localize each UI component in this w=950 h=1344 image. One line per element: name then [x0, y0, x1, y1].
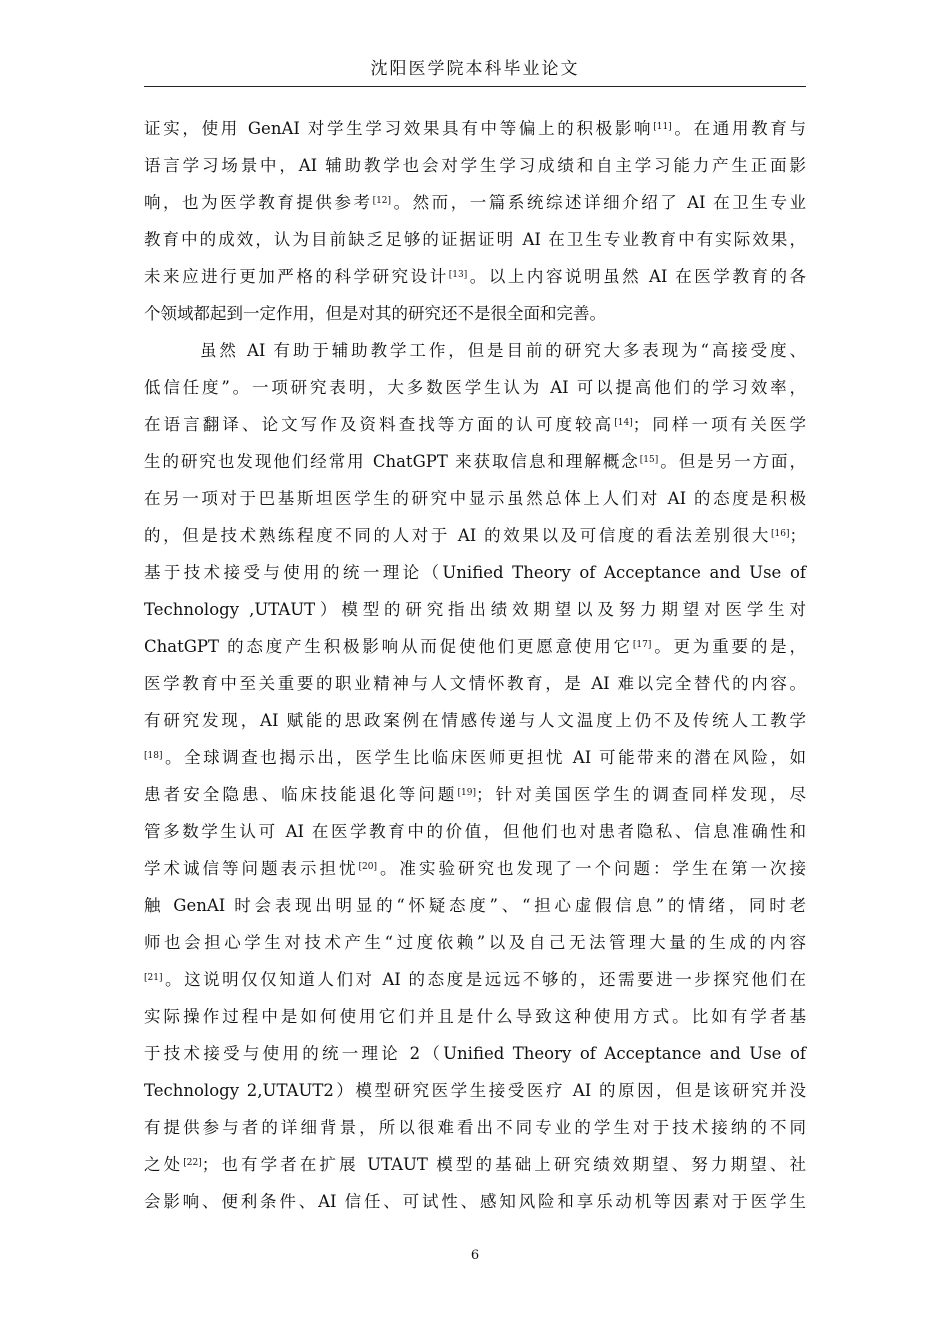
citation-superscript: [20]: [358, 862, 377, 872]
text-line: [144, 1109, 806, 1146]
line-text: 基于技术接受与使用的统一理论（Unified Theory of Acceptance and Use of: [144, 563, 806, 582]
text-line: [144, 332, 806, 369]
body-text: [144, 110, 806, 1220]
line-text-tail: 。这说明仅仅知道人们对 AI 的态度是远远不够的，还需要进一步探究他们在: [162, 970, 806, 989]
text-line: [144, 517, 806, 554]
text-line: [144, 1146, 806, 1183]
line-text-tail: 。但是另一方面，: [658, 452, 807, 471]
text-line: [144, 184, 806, 221]
text-line: [144, 406, 806, 443]
line-text: 生的研究也发现他们经常用 ChatGPT 来获取信息和理解概念: [144, 452, 640, 471]
text-line: [144, 776, 806, 813]
line-text: ChatGPT 的态度产生积极影响从而促使他们更愿意使用它: [144, 637, 633, 656]
header-rule: [144, 86, 806, 87]
text-line: [144, 702, 806, 739]
line-text: 师也会担心学生对技术产生“过度依赖”以及自己无法管理大量的生成的内容: [144, 933, 806, 952]
text-line: [144, 258, 806, 295]
line-text: 响，也为医学教育提供参考: [144, 193, 373, 212]
text-line: [144, 591, 806, 628]
line-text: 触 GenAI 时会表现出明显的“怀疑态度”、“担心虚假信息”的情绪，同时老: [144, 896, 806, 915]
text-line: [144, 961, 806, 998]
text-line: [144, 369, 806, 406]
line-text-tail: 。准实验研究也发现了一个问题：学生在第一次接: [377, 859, 807, 878]
line-text: 在语言翻译、论文写作及资料查找等方面的认可度较高: [144, 415, 615, 434]
text-line: [144, 221, 806, 258]
line-text: 有研究发现，AI 赋能的思政案例在情感传递与人文温度上仍不及传统人工教学: [144, 711, 806, 730]
line-text: 未来应进行更加严格的科学研究设计: [144, 267, 449, 286]
line-text: 有提供参与者的详细背景，所以很难看出不同专业的学生对于技术接纳的不同: [144, 1118, 806, 1137]
line-text: 教育中的成效，认为目前缺乏足够的证据证明 AI 在卫生专业教育中有实际效果，: [144, 230, 806, 249]
line-text: 低信任度”。一项研究表明，大多数医学生认为 AI 可以提高他们的学习效率，: [144, 378, 806, 397]
line-text: Technology 2,UTAUT2）模型研究医学生接受医疗 AI 的原因，但是该研究并没: [144, 1081, 806, 1100]
text-line: [144, 850, 806, 887]
text-line: [144, 110, 806, 147]
line-text-tail: 。在通用教育与: [671, 119, 807, 138]
page-number: 6: [470, 1248, 480, 1263]
citation-superscript: [12]: [372, 196, 392, 206]
text-line: [144, 813, 806, 850]
line-text-tail: 。全球调查也揭示出，医学生比临床医师更担忧 AI 可能带来的潜在风险，如: [162, 748, 806, 767]
line-text-tail: 。然而，一篇系统综述详细介绍了 AI 在卫生专业: [391, 193, 806, 212]
citation-superscript: [15]: [639, 455, 659, 465]
citation-superscript: [21]: [144, 973, 163, 983]
line-text: 虽然 AI 有助于辅助教学工作，但是目前的研究大多表现为“高接受度、: [200, 341, 806, 360]
text-line: [144, 628, 806, 665]
line-text: 证实，使用 GenAI 对学生学习效果具有中等偏上的积极影响: [144, 119, 654, 138]
line-text: 于技术接受与使用的统一理论 2（Unified Theory of Acceptance and Use of: [144, 1044, 806, 1063]
page-header-title: 沈阳医学院本科毕业论文: [370, 59, 580, 79]
line-text: 之处: [144, 1155, 184, 1174]
text-line: [144, 998, 806, 1035]
line-text-tail: ；也有学者在扩展 UTAUT 模型的基础上研究绩效期望、努力期望、社: [201, 1155, 807, 1174]
line-text: 学术诚信等问题表示担忧: [144, 859, 359, 878]
text-line: [144, 554, 806, 591]
citation-superscript: [22]: [183, 1158, 202, 1168]
line-text-tail: ；针对美国医学生的调查同样发现，尽: [476, 785, 807, 804]
line-text-tail: 。以上内容说明虽然 AI 在医学教育的各: [467, 267, 806, 286]
citation-superscript: [14]: [614, 418, 633, 428]
citation-superscript: [17]: [632, 640, 652, 650]
text-line: [144, 443, 806, 480]
text-line: [144, 1183, 806, 1220]
text-line: [144, 295, 806, 332]
citation-superscript: [19]: [457, 788, 476, 798]
citation-superscript: [18]: [144, 751, 163, 761]
text-line: [144, 480, 806, 517]
citation-superscript: [13]: [448, 270, 468, 280]
line-text: 会影响、便利条件、AI 信任、可试性、感知风险和享乐动机等因素对于医学生: [144, 1192, 806, 1211]
line-text: Technology ,UTAUT）模型的研究指出绩效期望以及努力期望对医学生对: [144, 600, 806, 619]
line-text: 在另一项对于巴基斯坦医学生的研究中显示虽然总体上人们对 AI 的态度是积极: [144, 489, 806, 508]
line-text: 管多数学生认可 AI 在医学教育中的价值，但他们也对患者隐私、信息准确性和: [144, 822, 806, 841]
text-line: [144, 1035, 806, 1072]
line-text: 语言学习场景中，AI 辅助教学也会对学生学习成绩和自主学习能力产生正面影: [144, 156, 806, 175]
text-line: [144, 1072, 806, 1109]
line-text: 患者安全隐患、临床技能退化等问题: [144, 785, 458, 804]
text-line: [144, 887, 806, 924]
line-text-tail: ；: [789, 526, 806, 545]
line-text: 的，但是技术熟练程度不同的人对于 AI 的效果以及可信度的看法差别很大: [144, 526, 772, 545]
citation-superscript: [11]: [653, 122, 672, 132]
line-text-tail: ；同样一项有关医学: [632, 415, 807, 434]
text-line: [144, 665, 806, 702]
text-line: [144, 739, 806, 776]
line-text: 医学教育中至关重要的职业精神与人文情怀教育，是 AI 难以完全替代的内容。: [144, 674, 806, 693]
line-text: 个领域都起到一定作用，但是对其的研究还不是很全面和完善。: [144, 304, 606, 323]
line-text: 实际操作过程中是如何使用它们并且是什么导致这种使用方式。比如有学者基: [144, 1007, 806, 1026]
text-line: [144, 924, 806, 961]
text-line: [144, 147, 806, 184]
citation-superscript: [16]: [771, 529, 790, 539]
line-text-tail: 。更为重要的是，: [651, 637, 806, 656]
